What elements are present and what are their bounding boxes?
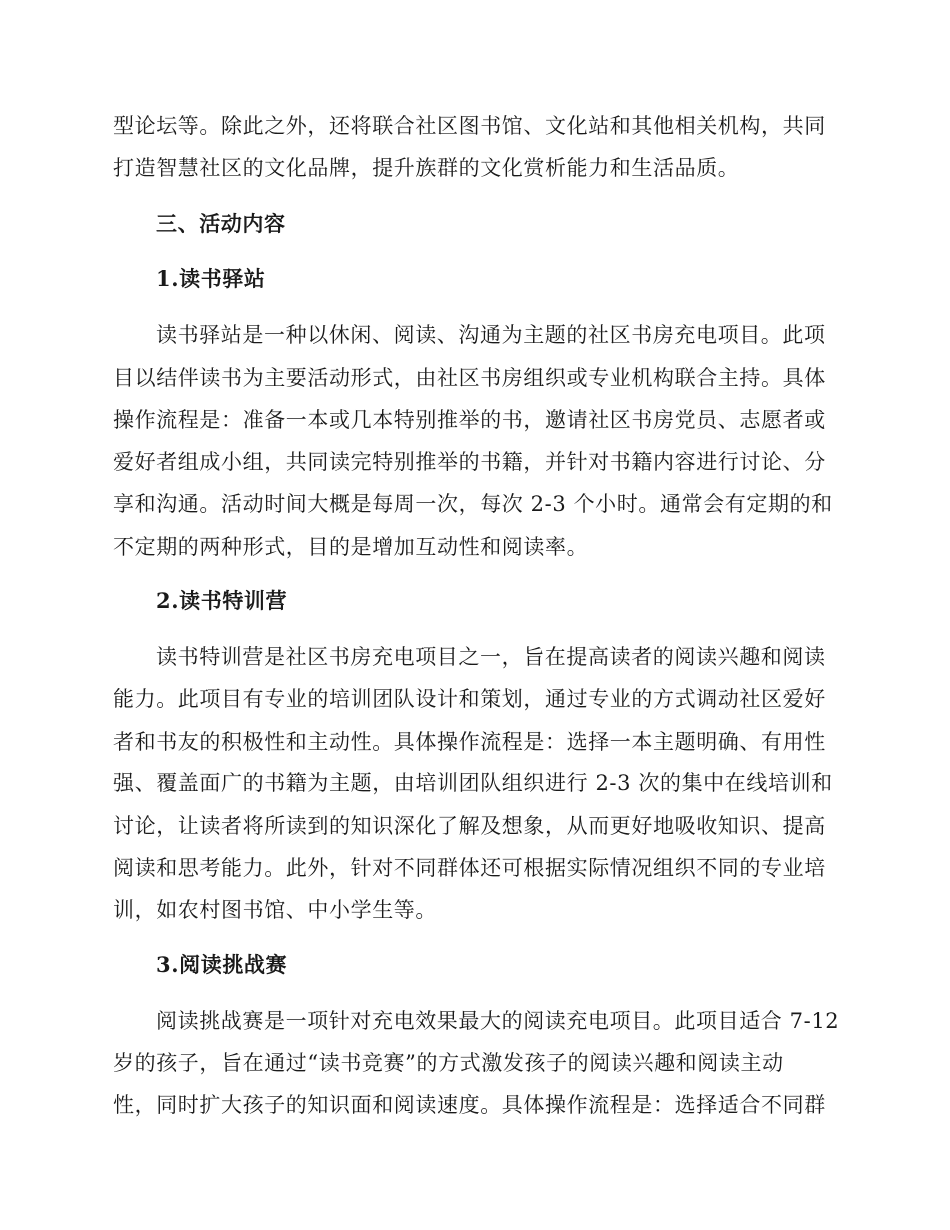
paragraph-line: 讨论，让读者将所读到的知识深化了解及想象，从而更好地吸收知识、提高: [113, 814, 826, 838]
intro-line-2: 打造智慧社区的文化品牌，提升族群的文化赏析能力和生活品质。: [113, 156, 740, 180]
paragraph-line: 爱好者组成小组，共同读完特别推举的书籍，并针对书籍内容进行讨论、分: [113, 450, 826, 474]
intro-line-1: 型论坛等。除此之外，还将联合社区图书馆、文化站和其他相关机构，共同: [113, 114, 826, 138]
paragraph-line: 训，如农村图书馆、中小学生等。: [113, 898, 437, 922]
paragraph-line: 者和书友的积极性和主动性。具体操作流程是：选择一本主题明确、有用性: [113, 730, 826, 754]
paragraph-line: 读书驿站是一种以休闲、阅读、沟通为主题的社区书房充电项目。此项: [156, 323, 826, 347]
paragraph-line: 不定期的两种形式，目的是增加互动性和阅读率。: [113, 535, 589, 559]
paragraph-line: 操作流程是：准备一本或几本特别推举的书，邀请社区书房党员、志愿者或: [113, 408, 826, 432]
paragraph-line: 目以结伴读书为主要活动形式，由社区书房组织或专业机构联合主持。具体: [113, 366, 826, 390]
paragraph-line: 岁的孩子，旨在通过“读书竞赛”的方式激发孩子的阅读兴趣和阅读主动: [113, 1051, 784, 1075]
section-title: 三、活动内容: [156, 211, 286, 236]
subsection-title-2: 2.读书特训营: [156, 588, 288, 613]
paragraph-line: 享和沟通。活动时间大概是每周一次，每次 2-3 个小时。通常会有定期的和: [113, 492, 833, 516]
paragraph-line: 性，同时扩大孩子的知识面和阅读速度。具体操作流程是：选择适合不同群: [113, 1093, 826, 1117]
paragraph-line: 读书特训营是社区书房充电项目之一，旨在提高读者的阅读兴趣和阅读: [156, 645, 826, 669]
paragraph-line: 阅读和思考能力。此外，针对不同群体还可根据实际情况组织不同的专业培: [113, 856, 826, 880]
paragraph-line: 强、覆盖面广的书籍为主题，由培训团队组织进行 2-3 次的集中在线培训和: [113, 771, 833, 795]
paragraph-line: 能力。此项目有专业的培训团队设计和策划，通过专业的方式调动社区爱好: [113, 687, 826, 711]
subsection-title-3: 3.阅读挑战赛: [156, 952, 288, 977]
subsection-title-1: 1.读书驿站: [156, 266, 266, 291]
paragraph-line: 阅读挑战赛是一项针对充电效果最大的阅读充电项目。此项目适合 7-12: [156, 1009, 840, 1033]
